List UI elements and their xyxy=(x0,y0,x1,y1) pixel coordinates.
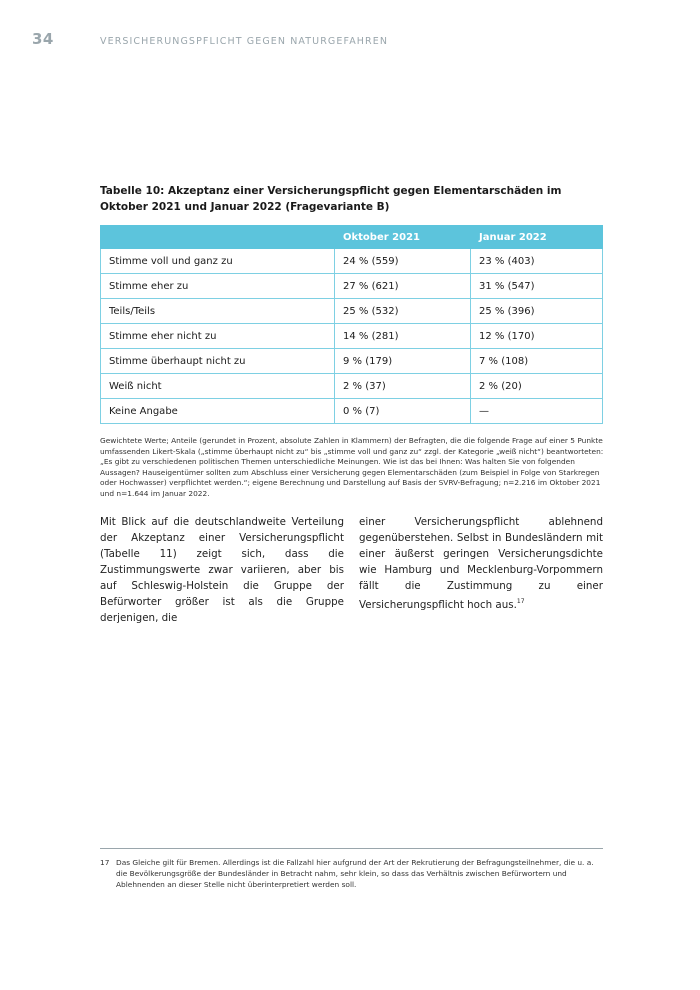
body-paragraph-right-text: einer Versicherungspflicht ablehnend gegenüberstehen. Selbst in Bundesländern mit einer äußerst geringen Versicherungsdichte wie Hamburg und Mecklenburg-Vorpommern fällt die Zustimmung zu einer Versicherungspflicht hoch aus. xyxy=(359,516,603,611)
row-label: Weiß nicht xyxy=(101,374,335,399)
october-value: 25 % (532) xyxy=(335,299,471,324)
row-label: Stimme überhaupt nicht zu xyxy=(101,349,335,374)
body-paragraph-right xyxy=(359,514,603,613)
row-label: Stimme voll und ganz zu xyxy=(101,249,335,274)
january-value: 23 % (403) xyxy=(471,249,603,274)
footnote-divider xyxy=(100,848,603,849)
table-row xyxy=(101,349,603,374)
body-paragraph-left: Mit Blick auf die deutschlandweite Verteilung der Akzeptanz einer Versicherungspflicht (Tabelle 11) zeigt sich, dass die Zustimmungswerte zwar variieren, aber bis auf Schleswig-Holstein die Gruppe der Befürworter größer ist als die Gruppe derjenigen, die xyxy=(100,516,344,624)
page-number: 34 xyxy=(32,30,54,48)
footnote-number: 17 xyxy=(100,858,110,867)
table-row xyxy=(101,274,603,299)
october-value: 24 % (559) xyxy=(335,249,471,274)
column-header-october-2021: Oktober 2021 xyxy=(335,226,471,249)
table-row xyxy=(101,374,603,399)
column-header-label xyxy=(101,226,335,249)
october-value: 27 % (621) xyxy=(335,274,471,299)
january-value: — xyxy=(471,399,603,424)
table-row xyxy=(101,299,603,324)
row-label: Stimme eher nicht zu xyxy=(101,324,335,349)
october-value: 2 % (37) xyxy=(335,374,471,399)
january-value: 31 % (547) xyxy=(471,274,603,299)
row-label: Stimme eher zu xyxy=(101,274,335,299)
table-header-row xyxy=(101,226,603,249)
table-note: Gewichtete Werte; Anteile (gerundet in Prozent, absolute Zahlen in Klammern) der Befragten, die die folgende Frage auf einer 5 Punkte umfassenden Likert-Skala („stimme überhaupt nicht zu“ bis „stimme voll und ganz zu“ zzgl. der Kategorie „weiß nicht“) beantworteten: „Es gibt zu verschiedenen politischen Themen unterschiedliche Meinungen. Wie ist das bei Ihnen: Was halten Sie von folgenden Aussagen? Hauseigentümer sollten zum Abschluss einer Versicherung gegen Elementarschäden (zum Beispiel in Folge von Starkregen oder Hochwasser) verpflichtet werden.“; eigene Berechnung und Darstellung auf Basis der SVRV-Befragung; n=2.216 im Oktober 2021 und n=1.644 im Januar 2022. xyxy=(100,436,604,498)
running-head: VERSICHERUNGSPFLICHT GEGEN NATURGEFAHREN xyxy=(100,36,389,47)
table-row xyxy=(101,324,603,349)
october-value: 0 % (7) xyxy=(335,399,471,424)
january-value: 7 % (108) xyxy=(471,349,603,374)
october-value: 9 % (179) xyxy=(335,349,471,374)
table-row xyxy=(101,249,603,274)
table-row xyxy=(101,399,603,424)
footnote-reference[interactable]: 17 xyxy=(516,598,525,605)
footnote-text: Das Gleiche gilt für Bremen. Allerdings ist die Fallzahl hier aufgrund der Art der Rekrutierung der Befragungsteilnehmer, die u. a. die Bevölkerungsgröße der Bundesländer in Betracht nahm, sehr klein, so dass das Verhältnis zwischen Befürwortern und Ablehnenden an dieser Stelle nicht überinterpretiert werden soll. xyxy=(116,858,594,889)
january-value: 2 % (20) xyxy=(471,374,603,399)
table-caption: Tabelle 10: Akzeptanz einer Versicherungspflicht gegen Elementarschäden im Oktober 2021 und Januar 2022 (Fragevariante B) xyxy=(100,185,562,213)
row-label: Keine Angabe xyxy=(101,399,335,424)
acceptance-table xyxy=(100,225,603,424)
row-label: Teils/Teils xyxy=(101,299,335,324)
october-value: 14 % (281) xyxy=(335,324,471,349)
january-value: 12 % (170) xyxy=(471,324,603,349)
january-value: 25 % (396) xyxy=(471,299,603,324)
column-header-january-2022: Januar 2022 xyxy=(471,226,603,249)
